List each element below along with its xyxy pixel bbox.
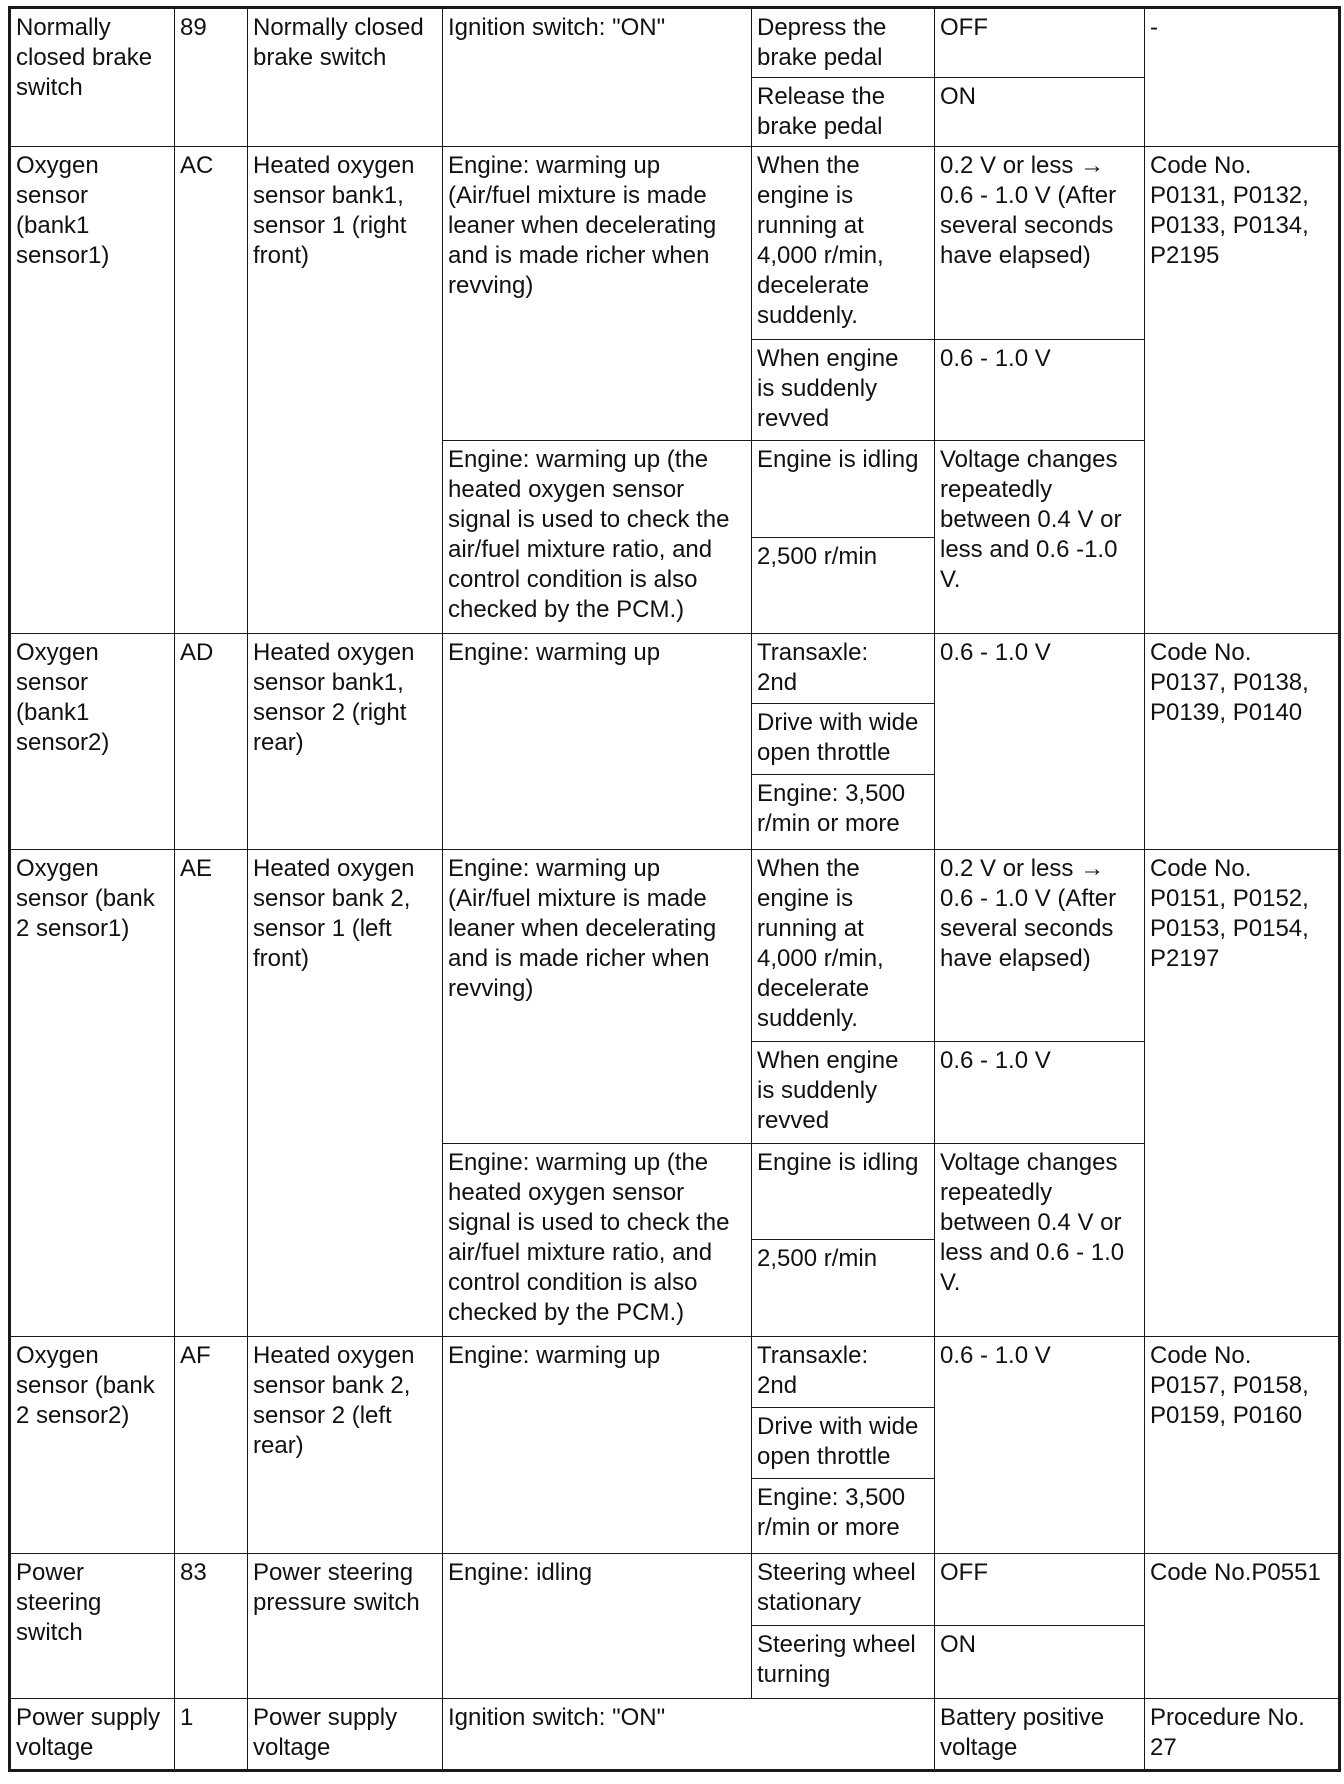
value-cell: OFF [935,8,1145,78]
terminal-cell: AE [175,850,248,1337]
terminal-cell: 89 [175,8,248,147]
signal-cell: Power steering pressure switch [248,1554,443,1699]
value-cell: 0.6 - 1.0 V [935,1042,1145,1144]
signal-cell: Heated oxygen sensor bank1, sensor 1 (right front) [248,147,443,634]
value-cell: 0.6 - 1.0 V [935,634,1145,850]
operation-cell: When engine is suddenly revved [752,340,935,441]
terminal-cell: AF [175,1337,248,1554]
value-cell: OFF [935,1554,1145,1626]
operation-cell: 2,500 r/min [752,538,935,634]
table-row [10,147,1340,340]
terminal-cell: 83 [175,1554,248,1699]
terminal-cell: 1 [175,1699,248,1771]
value-cell: 0.2 V or less → 0.6 - 1.0 V (After several seconds have elapsed) [935,850,1145,1042]
condition-cell: Ignition switch: "ON" [443,8,752,147]
operation-cell: When the engine is running at 4,000 r/min, decelerate suddenly. [752,147,935,340]
component-cell: Oxygen sensor (bank1 sensor1) [10,147,175,634]
component-cell: Oxygen sensor (bank 2 sensor1) [10,850,175,1337]
condition-cell: Ignition switch: "ON" [443,1699,935,1771]
inspection-table [8,6,1341,1772]
condition-cell: Engine: warming up (Air/fuel mixture is made leaner when decelerating and is made richer when revving) [443,850,752,1144]
signal-cell: Heated oxygen sensor bank 2, sensor 1 (left front) [248,850,443,1337]
reference-cell: Code No. P0151, P0152, P0153, P0154, P2197 [1145,850,1340,1337]
value-cell: 0.6 - 1.0 V [935,1337,1145,1554]
operation-cell: Steering wheel turning [752,1626,935,1699]
table-row [10,850,1340,1042]
signal-cell: Power supply voltage [248,1699,443,1771]
value-cell: 0.6 - 1.0 V [935,340,1145,441]
operation-cell: 2,500 r/min [752,1240,935,1337]
condition-cell: Engine: idling [443,1554,752,1699]
component-cell: Power supply voltage [10,1699,175,1771]
operation-cell: Drive with wide open throttle [752,704,935,775]
value-cell: Battery positive voltage [935,1699,1145,1771]
operation-cell: Engine is idling [752,1144,935,1240]
table-row [10,1337,1340,1408]
operation-cell: Release the brake pedal [752,78,935,147]
operation-cell: Transaxle: 2nd [752,1337,935,1408]
reference-cell: Code No. P0131, P0132, P0133, P0134, P2195 [1145,147,1340,634]
reference-cell: Code No. P0137, P0138, P0139, P0140 [1145,634,1340,850]
condition-cell: Engine: warming up (the heated oxygen sensor signal is used to check the air/fuel mixture ratio, and control condition is also checked by the PCM.) [443,1144,752,1337]
operation-cell: Drive with wide open throttle [752,1408,935,1479]
table-row [10,1699,1340,1771]
operation-cell: Engine: 3,500 r/min or more [752,1479,935,1554]
table-row [10,634,1340,704]
table-row [10,8,1340,78]
component-cell: Normally closed brake switch [10,8,175,147]
value-cell: 0.2 V or less → 0.6 - 1.0 V (After several seconds have elapsed) [935,147,1145,340]
table-row [10,1554,1340,1626]
component-cell: Oxygen sensor (bank 2 sensor2) [10,1337,175,1554]
condition-cell: Engine: warming up [443,634,752,850]
value-cell: Voltage changes repeatedly between 0.4 V or less and 0.6 -1.0 V. [935,441,1145,634]
operation-cell: When the engine is running at 4,000 r/min, decelerate suddenly. [752,850,935,1042]
reference-cell: Procedure No. 27 [1145,1699,1340,1771]
operation-cell: Depress the brake pedal [752,8,935,78]
terminal-cell: AD [175,634,248,850]
value-cell: ON [935,78,1145,147]
value-cell: ON [935,1626,1145,1699]
condition-cell: Engine: warming up (the heated oxygen sensor signal is used to check the air/fuel mixture ratio, and control condition is also checked by the PCM.) [443,441,752,634]
component-cell: Power steering switch [10,1554,175,1699]
condition-cell: Engine: warming up [443,1337,752,1554]
condition-cell: Engine: warming up (Air/fuel mixture is made leaner when decelerating and is made richer when revving) [443,147,752,441]
value-cell: Voltage changes repeatedly between 0.4 V or less and 0.6 - 1.0 V. [935,1144,1145,1337]
operation-cell: When engine is suddenly revved [752,1042,935,1144]
operation-cell: Engine is idling [752,441,935,538]
signal-cell: Heated oxygen sensor bank1, sensor 2 (right rear) [248,634,443,850]
spec-sheet [8,6,1341,1772]
operation-cell: Engine: 3,500 r/min or more [752,775,935,850]
signal-cell: Normally closed brake switch [248,8,443,147]
reference-cell: - [1145,8,1340,147]
reference-cell: Code No.P0551 [1145,1554,1340,1699]
component-cell: Oxygen sensor (bank1 sensor2) [10,634,175,850]
operation-cell: Steering wheel stationary [752,1554,935,1626]
operation-cell: Transaxle: 2nd [752,634,935,704]
signal-cell: Heated oxygen sensor bank 2, sensor 2 (left rear) [248,1337,443,1554]
terminal-cell: AC [175,147,248,634]
reference-cell: Code No. P0157, P0158, P0159, P0160 [1145,1337,1340,1554]
